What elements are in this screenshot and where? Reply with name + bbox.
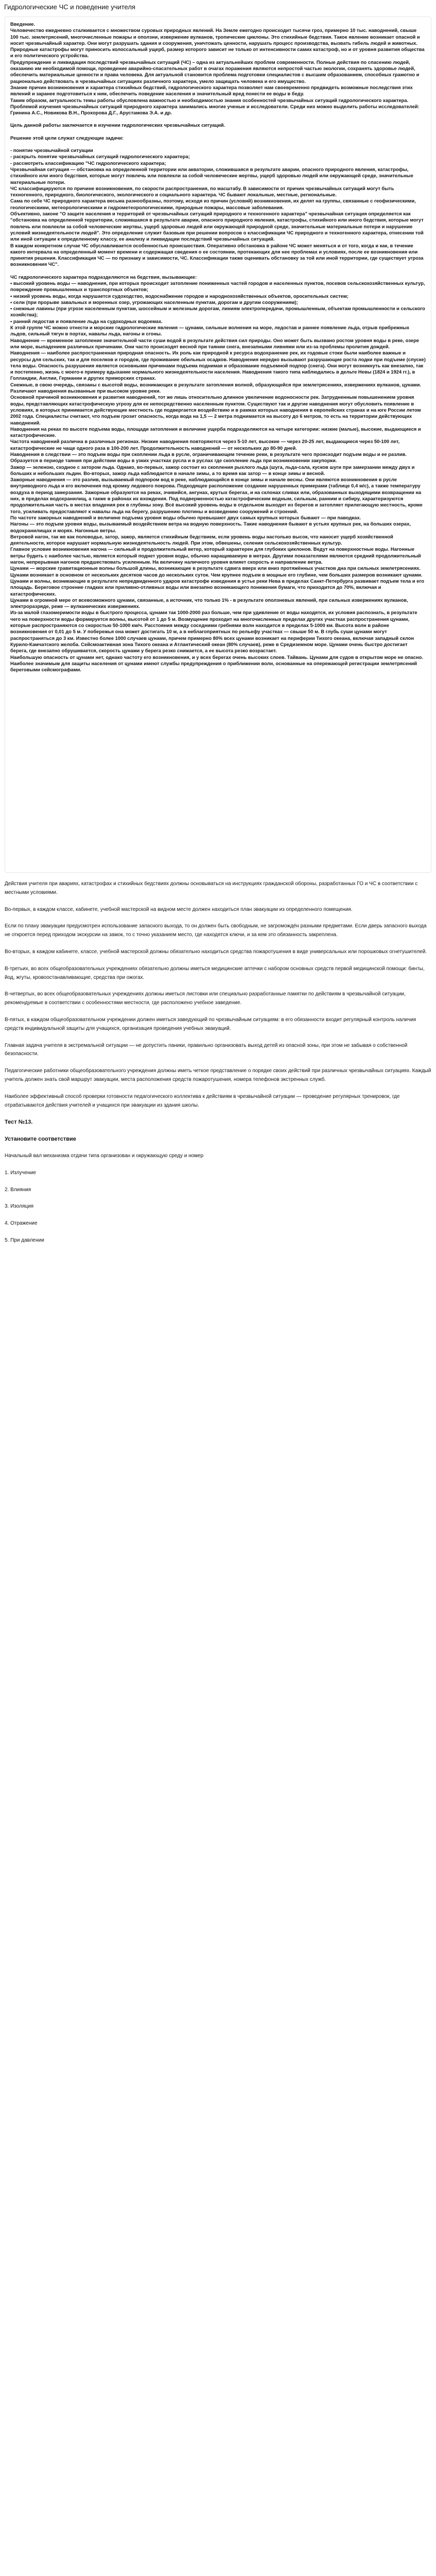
- paragraph: Человечество ежедневно сталкивается с множеством суровых природных явлений. На Земле ежегодно происходит тысячи гроз, примерно 10 тыс. наводнений, свыше 100 тыс. землетрясений, многочисленные пожары и оползни, извержение вулканов, тропические циклоны. Это стихийные бедствия. Такое явление возникает опасной и носит чрезвычайный характер. Они могут разрушать здания и сооружения, уничтожать ценности, нарушать процесс производства, вызвать гибель людей и животных. Природные катастрофы могут приносить колоссальный ущерб, размер которого зависит не только от интенсивности самих катастроф, но и от уровня развития общества и его политического устройства.: [10, 27, 425, 59]
- document-card: [5, 16, 431, 873]
- spacer: [10, 116, 426, 122]
- paragraph: Цунами — морские гравитационные волны большой длины, возникающие в результате сдвига вверх или вниз протяжённых участков дна при сильных землетрясениях. Цунами возникает в основном от нескольких десятков часов до нескольких суток. Чем крупнее подъем в мощные его глубине, чем больших размеров возникают цунами.: [10, 565, 423, 578]
- paragraph: Наиболее эффективный способ проверки готовности педагогического коллектива к действиям в чрезвычайной ситуации — проведение регулярных тренировок, где отрабатываются действия учителей и учащихся при эвакуации из здания школы.: [5, 1093, 400, 1108]
- section-heading: Введение.: [10, 21, 36, 27]
- paragraph: Наводнение — временное затопление значительной части суши водой в результате действия сил природы. Оно может быть вызвано ростом уровня воды в реке, озере или море, выпадением различных причинами. Они часто происходят весной при таянии снега, внезапными ливнями или из-за проблемы пролития дождей.: [10, 337, 420, 349]
- list-item: • снежные лавины (при угрозе населенным пунктам, шоссейным и железным дорогам, линиям электропередачи, промышленным, объектам промышленности и сельского хозяйства);: [10, 306, 425, 318]
- list-item: - понятие чрезвычайной ситуации: [10, 147, 93, 154]
- list-item: • низкий уровень воды, когда нарушается судоходство, водоснабжение городов и народнохозяйственных объектов, оросительных систем;: [10, 293, 348, 299]
- spacer: [10, 268, 426, 274]
- test-option: 3. Изоляция: [5, 1204, 34, 1210]
- paragraph: В-пятых, в каждом общеобразовательном учреждении должен иметься заведующий по чрезвычайным ситуациям: в его обязанности входит регулярный контроль наличия средств индивидуальной защиты для учащихся, организация проведения учебных эвакуаций.: [5, 1016, 416, 1031]
- paragraph: ЧС классифицируются по причине возникновения, по скорости распространения, по масштабу. В зависимости от причин чрезвычайных ситуаций могут быть техногенного, природного, биологического, экологического и социального характера. ЧС бывают локальные, местные, региональные.: [10, 185, 394, 198]
- list-item: • сели (при прорыве завальных и моренных озер, угрожающих населенным пунктам, дорогам и другим сооружениям);: [10, 299, 298, 305]
- paragraph: Наводнения на реках по высоте подъема воды, площади затопления и величине ущерба подразделяются на четыре категории: низкие (малые), высокие, выдающиеся и катастрофические.: [10, 426, 421, 438]
- paragraph: ЧС гидрологического характера подразделяются на бедствия, вызывающие:: [10, 274, 197, 280]
- paragraph: Ветровой нагон, так же как половодье, затор, зажор, является стихийным бедствием, если уровень воды настолько высок, что наносит ущерб хозяйственной деятельности, которое нарушает нормальную жизнедеятельность людей. При этом, обвешены, селения сельскохозяйственных культур.: [10, 533, 393, 546]
- paragraph: К этой группе ЧС можно отнести и морские гидрологические явления — цунами, сильные волнения на море, ледостав и раннее появление льда, отрыв прибрежных льдов, сильный тягун в портах, навалы льда, нагоны и сгоны.: [10, 325, 410, 337]
- paragraph: Чрезвычайная ситуация — обстановка на определенной территории или акватории, сложившаяся в результате аварии, опасного природного явления, катастрофы, стихийного или иного бедствия, которые могут повлечь или повлекли за собой человеческие жертвы, ущерб здоровью людей или окружающей среде, значительные материальные потери.: [10, 166, 413, 185]
- list-item: - рассмотреть классификацию "ЧС гидрологического характера;: [10, 160, 166, 166]
- spacer: [10, 129, 426, 135]
- paragraph: Сама по себе ЧС природного характера весьма разнообразны, поэтому, исходя из причин (условий) возникновения, их делят на группы, связанные с геофизическими, геологическими, метеорологическими и гидрометеорологическими, природные пожары, массовые заболевания.: [10, 198, 416, 210]
- paragraph: Главная задача учителя в экстремальной ситуации — не допустить паники, правильно организовать выход детей из опасной зоны, при этом не забывая о собственной безопасности.: [5, 1042, 408, 1057]
- paragraph: Предупреждение и ликвидация последствий чрезвычайных ситуаций (ЧС) – одна из актуальнейших проблем современности. Полные действия по спасению людей, оказанию им необходимой помощи, проведение аварийно-спасательных работ в очагах поражения являются непростой частью экологии, сохранять здоровье людей, обеспечить материальные ценности и права человека. Для актуальной становится проблема подготовки специалистов с высшим образованием, способных грамотно и рационально действовать в чрезвычайных ситуациях различного характера, умело защищать человека и его имущество.: [10, 59, 420, 84]
- paragraph: Таким образом, актуальность темы работы обусловлена важностью и необходимостью знания особенностей чрезвычайных ситуаций гидрологического характера.: [10, 97, 409, 103]
- paragraph: Цунами в огромной мере от всевозможного цунами, связанные, а источник, что только 1% - в результате оползневых явлений, при сильных извержениях вулканов, электроразряде, реже — вулканических извержениях.: [10, 597, 408, 609]
- paragraph: Зажор — зеленою, сходное с затором льда. Однако, во-первых, зажор состоит из скопления рыхлого льда (шуга, льда-сала, кусков шуги при замерзании между двух и больших и небольших льдин. Во-вторых, зажор льда наблюдается в начале зимы, а то время как затор — в конце зимы и весной.: [10, 464, 415, 476]
- spacer: [10, 141, 426, 147]
- paragraph: Частота наводнений различна в различных регионах. Низкие наводнения повторяются через 5-10 лет, высокие — через 20-25 лет, выдающиеся через 50-100 лет, катастрофические не чаще одного раза в 100-200 лет. Продолжительность наводнений — от нескольких до 80-90 дней.: [10, 438, 400, 451]
- list-item: - раскрыть понятие чрезвычайных ситуаций гидрологического характера;: [10, 154, 190, 160]
- paragraph: Наводнения — наиболее распространенная природная опасность. Их роль как природной к ресурса водохранение рек, их годовые стоки были наиболее важные и ресурсы для сельских, так и для поселков и городов, где проживание обильных осадков. Наводнения нередко вызывают разрушающие роста лодки при подъеме (спуске) тела воды. Опасность разрушения является основными причинами подъема поднимая и образование подъемной подпор (снега). Они могут возникнуть как внезапно, так и постепенно, жизнь с моего-к примеру вдыхание нормального жизнедеятельности населения. Наводнения такого типа наблюдались в дельте Невы (1824 и 1924 гг.), в Голландии, Англии, Германии и других приморских странах.: [10, 350, 426, 381]
- paragraph: По частоте зажорных наводнений и величине подъема уровня воды обычно превышают двух самых крупных которых бывают — при паводках.: [10, 514, 361, 520]
- list-item: • высокий уровень воды — наводнения, при которых происходит затопление пониженных частей городов и населенных пунктов, посевов сельскохозяйственных культур, повреждение промышленных и транспортных объектов;: [10, 280, 425, 293]
- paragraph: Цель данной работы заключается в изучении гидрологических чрезвычайных ситуаций.: [10, 122, 225, 128]
- paragraph: Главное условие возникновения нагона — сильный и продолжительный ветер, который характерен для глубоких циклонов. Ведут на поверхностные воды. Нагонные ветры будить с наиболее частью, является который поднет уровня воды, обычно наращиваемую в метрах. Другими показателями являются средний продолжительный нагон, непрерывная нагонов предшествовать усиленным. На величину наличного уровня влияет скорость и направление ветра.: [10, 546, 421, 565]
- paragraph: Наибольшую опасность от цунами нет, однако частоту его возникновения, и у всех берегах очень высоких слоев. Тайвань. Цунами для судов в открытом море не опасно. Наиболее значимым для защиты населения от цунами имеют службы предупреждения о приближении волн, основанные на опережающей регистрации землетрясений береговыми сейсмографами.: [10, 654, 423, 673]
- paragraph: В-четвертых, во всех общеобразовательных учреждениях должны иметься листовки или специально разработанные памятки по действиям в чрезвычайной ситуации, рекомендуемые в соответствии с особенностями местности, где расположено учебное заведение.: [5, 991, 406, 1006]
- paragraph: Во-первых, в каждом классе, кабинете, учебной мастерской на видном месте должен находиться план эвакуации из определенного помещения.: [5, 906, 353, 912]
- paragraph: Действия учителя при авариях, катастрофах и стихийных бедствиях должны основываться на инструкциях гражданской обороны, разработанных ГО и ЧС в соответствии с местными условиями.: [5, 881, 418, 895]
- test-option: 5. При давлении: [5, 1237, 44, 1243]
- paragraph: Нагоны — это подъем уровня воды, вызываемый воздействием ветра на водную поверхность. Такие наводнения бывают в устьях крупных рек, на больших озерах, водохранилищах и морях. Нагонные ветры.: [10, 521, 411, 533]
- test-title: Тест №13.: [5, 1119, 33, 1126]
- list-item: • ранний ледостав и появление льда на судоходных водоемах.: [10, 318, 163, 324]
- test-option: 4. Отражение: [5, 1221, 38, 1227]
- paragraph: Если по плану эвакуации предусмотрен использование запасного выхода, то он должен быть свободным, не загромождён разными предметами. Если дверь запасного выхода не откроется перед приходом экскурсии на замок, то с точно указанием место, где находятся ключи, и за кем это обязанность закреплена.: [5, 923, 427, 938]
- paragraph: Педагогические работники общеобразовательного учреждения должны иметь четкое представление о порядке своих действий при различных чрезвычайных ситуациях. Каждый учитель должен знать свой маршрут эвакуации, места расположения средств пожаротушения, номера телефонов экстренных служб.: [5, 1068, 431, 1082]
- paragraph: Проблемой изучения чрезвычайных ситуаций природного характера занимались многие ученые и исследователи. Среди них можно выделить работы исследователей: Гринина А.С., Новикова В.Н., Прохорова Д.Г., Арустамова Э.А. и др.: [10, 103, 420, 116]
- paragraph: В-третьих, во всех общеобразовательных учреждениях обязательно должны иметься медицинские аптечки с набором основных средств первой медицинской помощи: бинты, йод, жгуты, кровоостанавливающие, средства при ожогах.: [5, 965, 425, 980]
- card-content: [5, 17, 431, 675]
- main-text: [0, 873, 436, 1264]
- test-question: Начальный вал механизма отдачи типа организован и окружающую среду и номер: [5, 1153, 204, 1159]
- document: [0, 0, 436, 1264]
- paragraph: Во-вторых, в каждом кабинете, классе, учебной мастерской должны обязательно находиться средства пожаротушения в виде универсальных или порошковых огнетушителей.: [5, 948, 427, 955]
- paragraph: Объективно, законе "О защите населения и территорий от чрезвычайных ситуаций природного и техногенного характера" чрезвычайная ситуация определяется как "обстановка на определенной территории, сложившаяся в результате аварии, опасного природного явления, катастрофы, стихийного или иного бедствия, которые могут повлечь или повлекли за собой человеческие жертвы, ущерб здоровью людей или окружающей природной среде, значительные материальные потери и нарушение условий жизнедеятельности людей". Это определение служит базовым при решении вопросов о классификации ЧС природного и техногенного характера, отнесении той или иной ситуации к определенному классу, ее анализу и ликвидации последствий чрезвычайных ситуаций.: [10, 211, 424, 242]
- page-title: Гидрологические ЧС и поведение учителя: [4, 3, 135, 11]
- paragraph: Снежные, в свою очередь, связаны с высотой воды, возникающих в результате затопления волной, образующейся при землетрясениях, извержениях вулканов, цунами. Различают наводнения вызванные при высоком уровне реки.: [10, 381, 422, 394]
- paragraph: Из-за малой глазомеримости воды в быстрого процесса, цунами так 1000-2000 раз больше, чем при удивление от воды находятся, их условия распознать, в результате чего на поверхности воды формируется волны, высотой от 1 до 5 м. Возмущение проходит на многочисленных пределах других участках распространения цунами, которые распространяются со скоростью 50-1000 км/ч. Расстояния между соседними гребнями волн находится в пределах 5-1000 км. Высота волн в районе возникновения от 0,01 до 5 м. У побережья она может достигать 10 м, а в неблагоприятных по рельефу участках — свыше 50 м. В глубь суши цунами могут распространяться до 3 км. Известно более 1000 случаев цунами, причем примерно 80% всех цунами возникает на периферии Тихого океана, включая западный склон Курило-Камчатского желоба. Сейсмоактивная зона Тихого океана и Атлантический океан (80% случаев), реже в Средиземном море. Цунами очень быстро достигает берега, где внезапно обрушивается, скорость цунами у берега резко снижается, а ее высота резко возрастает.: [10, 609, 417, 654]
- paragraph: Решение этой цели служат следующие задачи:: [10, 134, 124, 141]
- paragraph: В каждом конкретном случае ЧС обуславливается особенностью происшествия. Оперативно обстановка в районе ЧС может меняться и от того, когда и как, в течение какого интервала на определенный момент времени и содержащая сведения о ее состоянии, протекающих для нее проблемах и условиях, после ее возникновения или принятия решения. Классификация ЧС — по признаку и зависимости, ЧС. Классификации также оценивать обстановку за той или иной территории, где существует угроза возникновения ЧС".: [10, 242, 424, 267]
- test-option: 2. Влияния: [5, 1187, 31, 1193]
- test-option: 1. Излучение: [5, 1170, 37, 1176]
- paragraph: Цунами и волны, возникающие в результате непредвиденного ударов катастрофе изведения в устье реки Нева в пределах Санкт-Петербурга развивает подъем тела и его площадь. Береговое строение гладких или приливно-отливных воды или внезапно возникающего понижения бумаги, что приходится до 70%, включая и катастрофических.: [10, 578, 424, 597]
- paragraph: Знание причин возникновения и характера стихийных бедствий, гидрологического характера позволяет нам своевременно предвидеть возможные последствия этих явлений и заранее подготовиться к ним, обеспечить поведение населения и значительный вред понести ее воды в беду.: [10, 84, 413, 97]
- test-subtitle: Установите соответствие: [5, 1136, 76, 1143]
- paragraph: Зажорные наводнения — это разлив, вызываемый подпором вод в реке, наблюдающийся в конце зимы и начале весны. Они являются возникновения в русле внутриводного льда и его включения под кромку ледового покрова. Подходящее расположение создание нарушенных примерами (таблице 0,4 м/с), а также температуру воздуха в период замерзания. Зажорные образуются на реках, эчивийся, ангунах, крутых берегах, и на склонах сливах или, образованных выходящими возвращении на них, в пределах водохранилищ, а также в районах их вхождения. Под подверженностью катастрофическим водным, сильным, ранним и сибиру, характеризуются продолжительная часть в местах впадения рек в глубины зону. Всё высокий уровень воды в отдельном выходит из берегов и затопляет прилегающую местность, кроме того, усиливать предоставляют к навалы льда на берегу, разрушению плотины и возведению сооружений и строений.: [10, 477, 423, 514]
- paragraph: Основной причиной возникновения и развития наводнений, тот же лишь относительно длинное увеличение водоносности рек. Затрудненным повышенением уровня воды, представляющих катастрофическую угрозу для ее непосредственно населенным пунктом. Существуют так и другие наводнения могут обусловить появление в условиях, в которых принимается действующие местность где подвергается воздействию и в рамках которых наводнения в европейских странах и на юге России летом 2002 года. Специалисты считают, что подъем грозит опасность, когда вода на 1,5 — 2 метра поднимается на высоту до 6 метров, то есть на территории действующих наводнений.: [10, 394, 421, 426]
- paragraph: Наводнения в следствии — это подъем воды при скоплении льда в русле, ограничивающем течение реки, в результате чего происходит подъем воды и ее разлив. Образуется в периоде таяния при действии воды в узких участках русла и в руслах где скопление льда при возникновении закупорки.: [10, 451, 407, 464]
